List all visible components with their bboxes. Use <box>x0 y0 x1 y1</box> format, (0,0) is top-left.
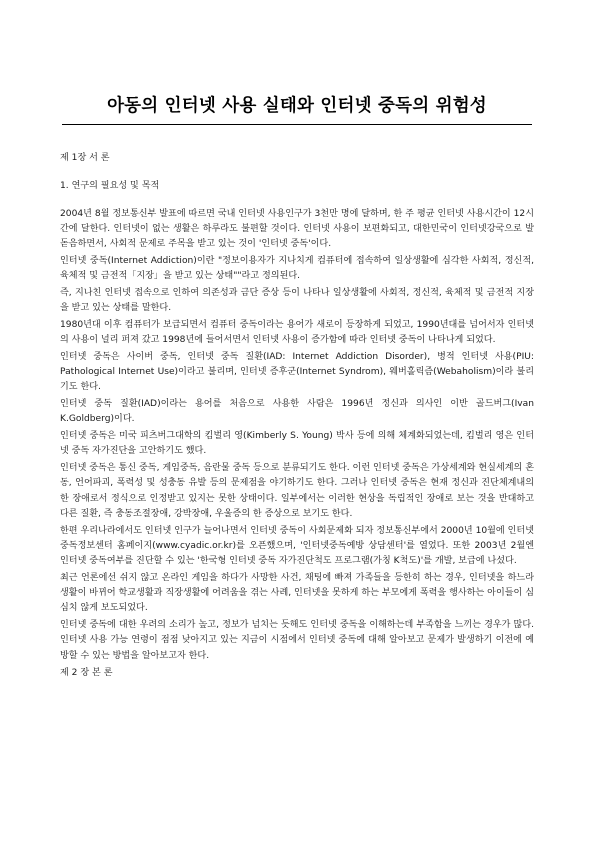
paragraph: 최근 언론에선 쉬지 않고 온라인 게임을 하다가 사망한 사건, 채팅에 빠져 가족들을 등한히 하는 경우, 인터넷을 하느라 생활이 바뀌어 학교생활과 직장생활에 어려움을 겪는 사례, 인터넷을 못하게 하는 부모에게 폭력을 행사하는 아이들이 심심치 않게 보도되었다. <box>60 572 534 614</box>
chapter-1-heading: 제 1장 서 론 <box>60 153 110 163</box>
section-1-heading: 1. 연구의 필요성 및 목적 <box>60 181 160 192</box>
paragraph: 인터넷 중독(Internet Addiction)이란 "정보이용자가 지나치게 컴퓨터에 접속하여 일상생활에 심각한 사회적, 정신적, 육체적 및 금전적「지장」을 받고 있는 상태""라고 정의된다. <box>60 255 534 281</box>
paragraph: 한편 우리나라에서도 인터넷 인구가 늘어나면서 인터넷 중독이 사회문제화 되자 정보통신부에서 2000년 10월에 인터넷중독정보센터 홈페이지(www.cyadic.or.kr)를 오픈했으며, '인터넷중독예방 상담센터'를 열었다. 또한 2003년 2월엔 인터넷 중독여부를 진단할 수 있는 '한국형 인터넷 중독 자가진단척도 프로그램(가칭 K척도)'를 개발, 보급에 나섰다. <box>60 525 534 566</box>
paragraph: 2004년 8월 정보통신부 발표에 따르면 국내 인터넷 사용인구가 3천만 명에 달하며, 한 주 평균 인터넷 사용시간이 12시간에 달한다. 인터넷이 없는 생활은 하루라도 불편할 것이다. 인터넷 사용이 보편화되고, 대한민국이 인터넷강국으로 발돋음하면서, 사회적 문제로 주목을 받고 있는 것이 '인터넷 중독'이다. <box>60 208 534 249</box>
document-body <box>60 151 534 681</box>
paragraph: 인터넷 중독 질환(IAD)이라는 용어를 처음으로 사용한 사람은 1996년 정신과 의사인 이반 골드버그(Ivan K.Goldberg)이다. <box>60 399 534 425</box>
title-block <box>62 95 532 125</box>
paragraph: 1980년대 이후 컴퓨터가 보급되면서 컴퓨터 중독이라는 용어가 새로이 등장하게 되었고, 1990년대를 넘어서자 인터넷의 사용이 널리 퍼져 갔고 1998년에 들어서면서 인터넷 사용이 증가함에 따라 인터넷 중독이 나타나게 되었다. <box>60 319 534 345</box>
paragraph: 인터넷 중독은 사이버 중독, 인터넷 중독 질환(IAD: Internet Addiction Disorder), 병적 인터넷 사용(PIU: Pathological Internet Use)이라고 불리며, 인터넷 증후군(Internet Syndrom), 웨버홀릭즘(Webaholism)이라 불리기도 한다. <box>60 351 534 393</box>
title-underline <box>62 124 532 125</box>
paragraph: 즉, 지나친 인터넷 접속으로 인하여 의존성과 금단 증상 등이 나타나 일상생활에 사회적, 정신적, 육체적 및 금전적 지장을 받고 있는 상태를 말한다. <box>60 287 534 313</box>
document-title: 아동의 인터넷 사용 실태와 인터넷 중독의 위험성 <box>107 96 487 116</box>
paragraph: 인터넷 중독은 미국 피츠버그대학의 킴벌리 영(Kimberly S. Young) 박사 등에 의해 체계화되었는데, 킴벌리 영은 인터넷 중독 자가진단을 고안하기도 했다. <box>60 431 534 457</box>
paragraph: 인터넷 중독에 대한 우려의 소리가 높고, 정보가 넘치는 듯해도 인터넷 중독을 이해하는데 부족함을 느끼는 경우가 많다. 인터넷 사용 가능 연령이 점점 낮아지고 있는 지금이 시점에서 인터넷 중독에 대해 알아보고 문제가 발생하기 이전에 예방할 수 있는 방법을 알아보고자 한다. <box>60 620 534 661</box>
chapter-2-heading: 제 2 장 본 론 <box>60 667 113 678</box>
paragraph: 인터넷 중독은 통신 중독, 게임중독, 음란물 중독 등으로 분류되기도 한다. 이런 인터넷 중독은 가상세계와 현실세계의 혼동, 언어파괴, 폭력성 및 성충동 유발 등의 문제점을 야기하기도 한다. 그러나 인터넷 중독은 현재 정신과 진단체계내의 한 장애로서 정식으로 인정받고 있지는 못한 상태이다. 일부에서는 이러한 현상을 독립적인 장애로 보는 것을 반대하고 다른 질환, 즉 충동조절장애, 강박장애, 우울증의 한 증상으로 보기도 한다. <box>60 463 534 519</box>
